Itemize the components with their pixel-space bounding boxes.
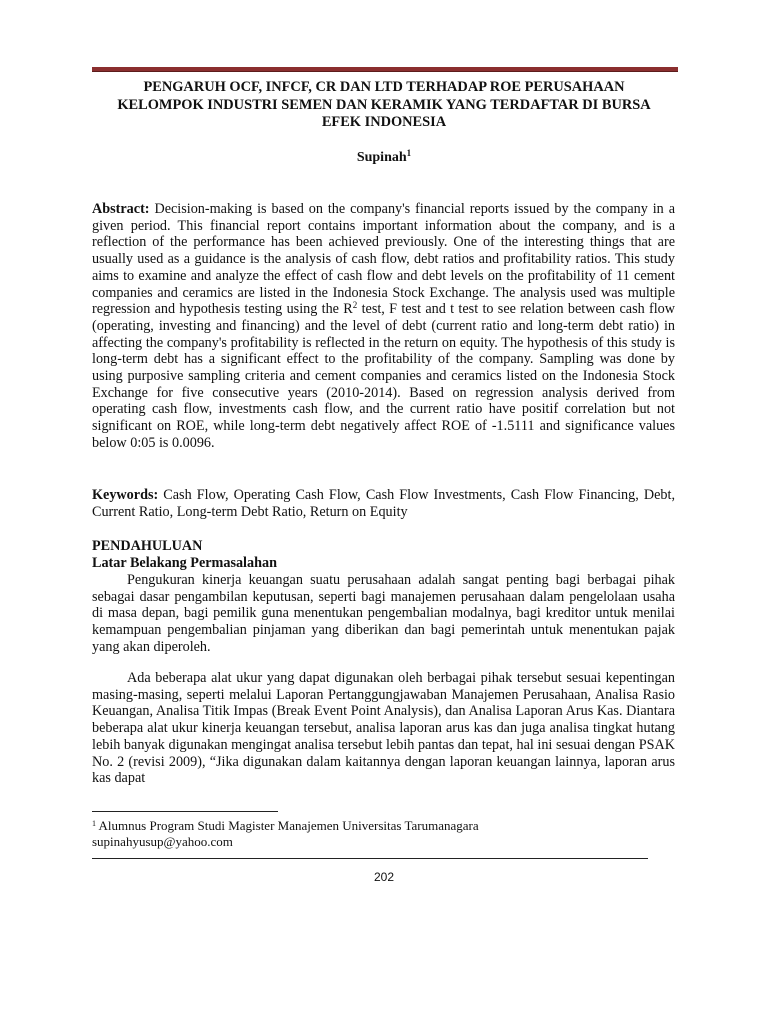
author-line	[84, 150, 684, 166]
title-line-3: EFEK INDONESIA	[321, 114, 447, 130]
subsection-heading: Latar Belakang Permasalahan	[92, 555, 277, 571]
abstract-text-part-2: test, F test and t test to see relation between cash flow (operating, investing and financing) and the level of debt (current ratio and long-term debt ratio) in affecting the company's profitability is reflected in the return on equity. The hypothesis of this study is long-term debt has a significant effect to the profitability of the company. Sampling was done by using purposive sampling criteria and cement companies and ceramics listed on the Indonesia Stock Exchange for five consecutive years (2010-2014). Based on regression analysis derived from operating cash flow, investments cash flow, and the current ratio have positif correlation but not significant on ROE, while long-term debt negatively affect ROE of -1.5111 and significance values below 0:05 is 0.0096.	[92, 301, 676, 451]
header-rule	[92, 67, 678, 72]
body-paragraph-2: Ada beberapa alat ukur yang dapat digunakan oleh berbagai pihak tersebut sesuai kepentingan masing-masing, seperti melalui Laporan Pertanggungjawaban Manajemen Perusahaan, Analisa Rasio Keuangan, Analisa Titik Impas (Break Event Point Analysis), dan Analisa Laporan Arus Kas. Diantara beberapa alat ukur kinerja keuangan tersebut, analisa laporan arus kas dan juga analisa tingkat hutang lebih banyak digunakan mengingat analisa tersebut lebih pantas dan tepat, hal ini sesuai dengan PSAK No. 2 (revisi 2009), “Jika digunakan dalam kaitannya dengan laporan keuangan lainnya, laporan arus kas dapat	[92, 670, 675, 787]
abstract-label: Abstract:	[92, 201, 150, 217]
abstract	[92, 201, 675, 452]
keywords	[92, 487, 675, 520]
footnote-email: supinahyusup@yahoo.com	[92, 834, 233, 849]
footer-rule	[92, 858, 648, 859]
page-number: 202	[373, 870, 395, 884]
footnote	[92, 818, 675, 850]
paper-title	[84, 79, 684, 132]
title-line-2: KELOMPOK INDUSTRI SEMEN DAN KERAMIK YANG TERDAFTAR DI BURSA	[117, 96, 651, 113]
author-name: Supinah	[356, 150, 407, 165]
abstract-text-part-1: Decision-making is based on the company's financial reports issued by the company in a given period. This financial report contains important information about the company, and is a reflection of the performance has been achieved previously. One of the interesting things that are usually used as a guidance is the analysis of cash flow, debt ratios and profitability ratios. This study aims to examine and analyze the effect of cash flow and debt levels on the profitability of 11 cement companies and ceramics are listed in the Indonesia Stock Exchange. The analysis used was multiple regression and hypothesis testing using the R	[92, 201, 676, 318]
keywords-text: Cash Flow, Operating Cash Flow, Cash Flow Investments, Cash Flow Financing, Debt, Current Ratio, Long-term Debt Ratio, Return on Equity	[92, 487, 675, 520]
footnote-line-1	[92, 818, 675, 834]
author-footnote-marker: 1	[406, 148, 412, 158]
footnote-marker: 1	[92, 819, 96, 828]
abstract-superscript: 2	[352, 300, 358, 311]
section-heading: PENDAHULUAN	[92, 538, 203, 554]
keywords-label: Keywords:	[92, 487, 159, 503]
footnote-affiliation: Alumnus Program Studi Magister Manajemen Universitas Tarumanagara	[98, 818, 479, 833]
title-line-1: PENGARUH OCF, INFCF, CR DAN LTD TERHADAP ROE PERUSAHAAN	[143, 79, 625, 95]
footnote-rule	[92, 811, 278, 812]
body-paragraph-1: Pengukuran kinerja keuangan suatu perusahaan adalah sangat penting bagi berbagai pihak sebagai dasar pengambilan keputusan, seperti bagi manajemen perusahaan dalam pengelolaan usaha di masa depan, bagi pemilik guna menentukan pengembalian modalnya, bagi kreditor untuk menilai kemampuan pengembalian pinjaman yang diberikan dan bagi pemerintah untuk menentukan pajak yang akan diperoleh.	[92, 572, 675, 655]
